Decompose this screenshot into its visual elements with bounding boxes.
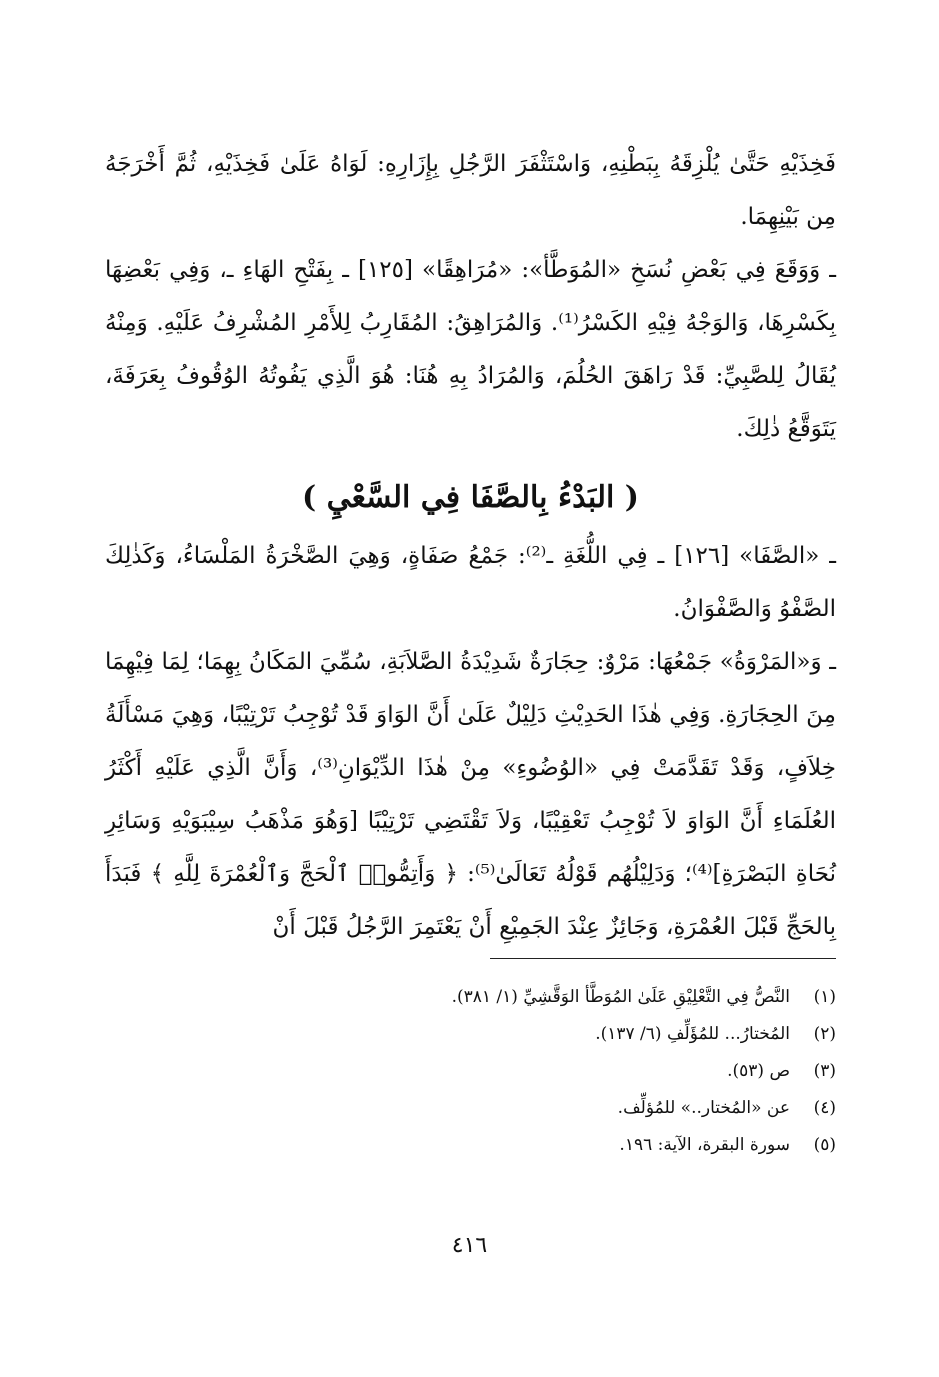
footnote-item bbox=[105, 1127, 836, 1164]
footnote-item bbox=[105, 1090, 836, 1127]
paragraph-4: ـ وَ«المَرْوَةُ» جَمْعُهَا: مَرْوٌ: حِجَارَةٌ شَدِيْدَةُ الصَّلاَبَةِ، سُمِّيَ المَكَانُ بِهِمَا؛ لِمَا فِيْهِمَا مِنَ الحِجَارَةِ. وَفِي هٰذَا الحَدِيْثِ دَلِيْلٌ عَلَىٰ أَنَّ الوَاوَ قَدْ تُوْجِبُ تَرْتِيْبًا، وَهِيَ مَسْأَلَةُ خِلاَفٍ، وَقَدْ تَقَدَّمَتْ فِي «الوُضُوءِ» مِنْ هٰذَا الدِّيْوَانِ⁽³⁾، وَأَنَّ الَّذِي عَلَيْهِ أَكْثَرُ العُلَمَاءِ أَنَّ الوَاوَ لاَ تُوْجِبُ تَعْقِيْبًا، وَلاَ تَقْتَضِي تَرْتِيْبًا [وَهُوَ مَذْهَبُ سِيْبَوَيْهِ وَسَائِرِ نُحَاةِ البَصْرَةِ]⁽⁴⁾؛ وَدَلِيْلُهُم قَوْلُهُ تَعَالَىٰ⁽⁵⁾: ﴿ وَأَتِمُّوا۟ ٱلْحَجَّ وَٱلْعُمْرَةَ لِلَّهِ ﴾ فَبَدَأَ بِالحَجِّ قَبْلَ العُمْرَةِ، وَجَائِزٌ عِنْدَ الجَمِيْعِ أَنْ يَعْتَمِرَ الرَّجُلُ قَبْلَ أَنْ bbox=[105, 649, 837, 940]
paragraph-1: فَخِذَيْهِ حَتَّىٰ يُلْزِقَهُ بِبَطْنِهِ، وَاسْتَثْفَرَ الرَّجُلِ بِإِزَارِهِ: لَوَاهُ عَلَىٰ فَخِذَيْهِ، ثُمَّ أَخْرَجَهُ مِن بَيْنِهِمَا. bbox=[105, 151, 836, 230]
footnote-number: (١) bbox=[813, 987, 836, 1007]
footnote-number: (٤) bbox=[813, 1098, 836, 1118]
paragraph-2: ـ وَوَقَعَ فِي بَعْضِ نُسَخِ «المُوَطَّأ»: «مُرَاهِقًا» [١٢٥] ـ بِفَتْحِ الهَاءِ ـ، وَفِي بَعْضِهَا بِكَسْرِهَا، وَالوَجْهُ فِيْهِ الكَسْرُ⁽¹⁾. وَالمُرَاهِقُ: المُقَارِبُ لِلأَمْرِ المُشْرِفُ عَلَيْهِ. وَمِنْهُ يُقَالُ لِلصَّبِيِّ: قَدْ رَاهَقَ الحُلُمَ، وَالمُرَادُ بِهِ هُنَا: هُوَ الَّذِي يَفُوتُهُ الوُقُوفُ بِعَرَفَةَ، يَتَوَقَّعُ ذٰلِكَ. bbox=[105, 257, 836, 442]
paragraph-3: ـ «الصَّفَا» [١٢٦] ـ فِي اللُّغَةِ ـ⁽²⁾: جَمْعُ صَفَاةٍ، وَهِيَ الصَّخْرَةُ المَلْسَاءُ، وَكَذٰلِكَ الصَّفْوُ وَالصَّفْوَانُ. bbox=[105, 543, 836, 622]
footnote-divider bbox=[490, 958, 836, 959]
footnote-text: المُختارُ... للمُؤَلِّفِ (٦/ ١٣٧). bbox=[595, 1024, 790, 1044]
footnote-item bbox=[105, 979, 836, 1016]
footnote-number: (٢) bbox=[813, 1024, 836, 1044]
footnote-text: عن «المُختار..» للمُؤلِّف. bbox=[617, 1098, 790, 1118]
footnote-item bbox=[105, 1053, 836, 1090]
page-number: ٤١٦ bbox=[451, 1233, 488, 1258]
footnote-number: (٥) bbox=[813, 1135, 836, 1155]
section-heading: ( البَدْءُ بِالصَّفَا فِي السَّعْيِ ) bbox=[301, 480, 640, 515]
footnotes bbox=[105, 979, 836, 1164]
main-text bbox=[105, 138, 836, 954]
footnote-text: النَّصُّ فِي التَّعْلِيْقِ عَلَىٰ المُوَطَّأ الوَقَّشِيِّ (١/ ٣٨١). bbox=[451, 987, 790, 1007]
footnote-number: (٣) bbox=[813, 1061, 836, 1081]
footnote-item bbox=[105, 1016, 836, 1053]
footnote-text: سورة البقرة، الآية: ١٩٦. bbox=[619, 1135, 790, 1155]
footnote-text: ص (٥٣). bbox=[727, 1061, 790, 1081]
